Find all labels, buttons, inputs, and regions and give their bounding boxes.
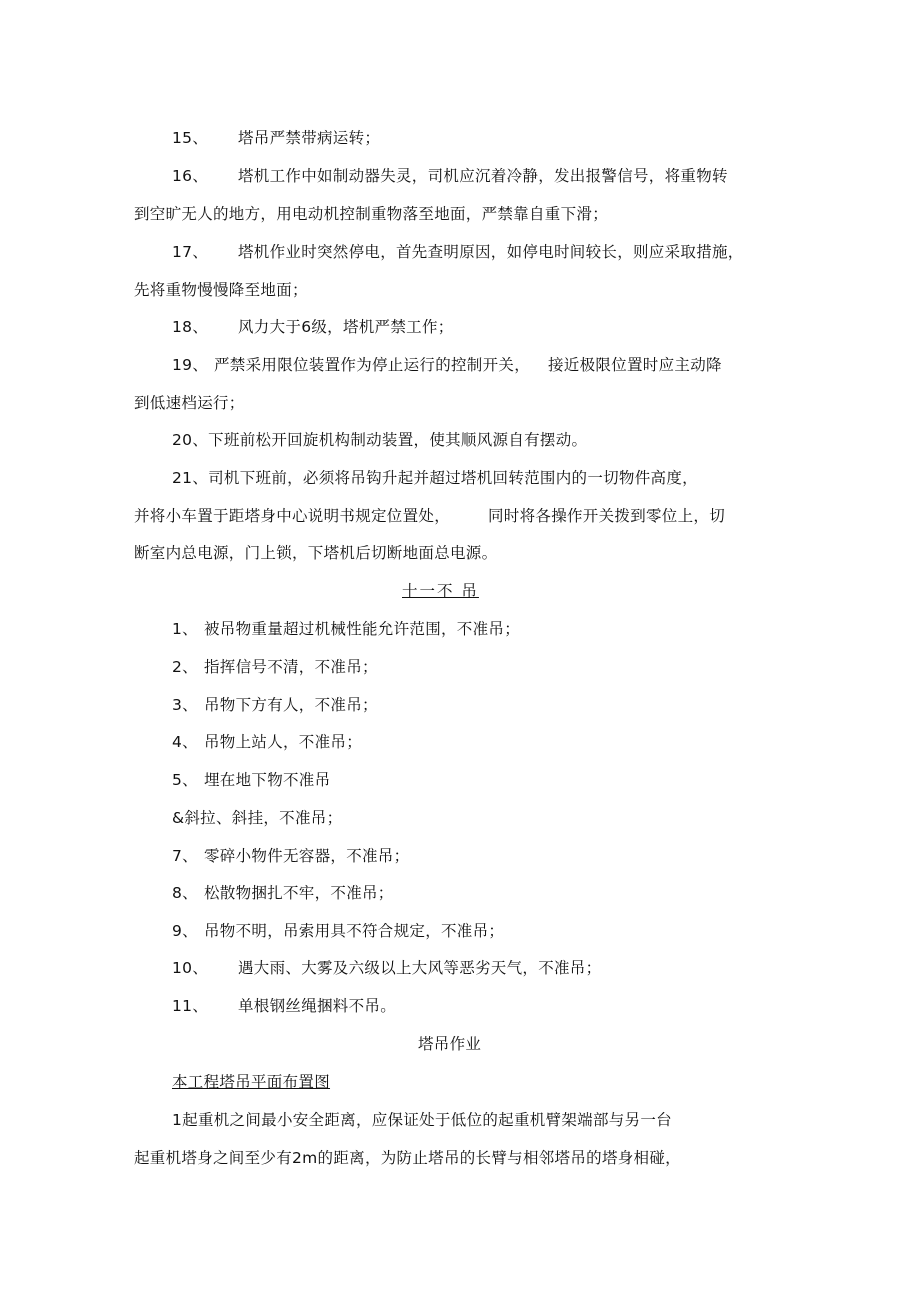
item-17-text: 塔机作业时突然停电，首先查明原因，如停电时间较长，则应采取措施， [238,243,744,261]
rule-2-number: 2、 [172,658,198,676]
rule-4-text: 吊物上站人，不准吊； [204,733,363,751]
item-21-continuation-b: 同时将各操作开关拨到零位上，切 [488,507,726,525]
rule-8-text: 松散物捆扎不牢，不准吊； [204,884,394,902]
item-15-number: 15、 [172,129,209,147]
rule-4-number: 4、 [172,733,198,751]
rule-2-text: 指挥信号不清，不准吊； [204,658,378,676]
rule-11-text: 单根钢丝绳捆料不吊。 [238,997,397,1015]
item-21-continuation-a: 并将小车置于距塔身中心说明书规定位置处， [134,507,451,525]
item-18-text: 风力大于6级，塔机严禁工作； [238,318,454,336]
item-16-text: 塔机工作中如制动器失灵，司机应沉着冷静，发出报警信号，将重物转 [238,167,728,185]
item-21-continuation-c: 断室内总电源，门上锁，下塔机后切断地面总电源。 [134,544,498,562]
rule-7-number: 7、 [172,847,198,865]
rule-11-number: 11、 [172,997,209,1015]
rule-10-text: 遇大雨、大雾及六级以上大风等恶劣天气，不准吊； [238,959,602,977]
item-16-number: 16、 [172,167,209,185]
rule-5-text: 埋在地下物不准吊 [204,771,331,789]
section-title-eleven-no-lift: 十一不 吊 [402,582,479,600]
item-21-text: 21、司机下班前，必须将吊钩升起并超过塔机回转范围内的一切物件高度， [172,469,698,487]
item-19-text: 严禁采用限位装置作为停止运行的控制开关， [214,356,531,374]
item-19-number: 19、 [172,356,209,374]
rule-5-number: 5、 [172,771,198,789]
layout-paragraph-line-1: 1起重机之间最小安全距离，应保证处于低位的起重机臂架端部与另一台 [172,1111,672,1129]
item-17-continuation: 先将重物慢慢降至地面； [134,281,308,299]
rule-8-number: 8、 [172,884,198,902]
item-16-continuation: 到空旷无人的地方，用电动机控制重物落至地面，严禁靠自重下滑； [134,205,609,223]
rule-1-number: 1、 [172,620,198,638]
item-15-text: 塔吊严禁带病运转； [238,129,381,147]
item-18-number: 18、 [172,318,209,336]
section-title-crane-operation: 塔吊作业 [418,1035,482,1053]
rule-1-text: 被吊物重量超过机械性能允许范围，不准吊； [204,620,521,638]
layout-paragraph-line-2: 起重机塔身之间至少有2m的距离，为防止塔吊的长臂与相邻塔吊的塔身相碰， [134,1149,681,1167]
rule-3-text: 吊物下方有人，不准吊； [204,696,378,714]
rule-10-number: 10、 [172,959,209,977]
rule-3-number: 3、 [172,696,198,714]
item-20-text: 20、下班前松开回旋机构制动装置，使其顺风源自有摆动。 [172,431,588,449]
rule-9-number: 9、 [172,922,198,940]
rule-9-text: 吊物不明，吊索用具不符合规定，不准吊； [204,922,505,940]
item-19-continuation: 到低速档运行； [134,394,245,412]
section-title-crane-layout: 本工程塔吊平面布置图 [172,1073,331,1091]
item-19-text-second: 接近极限位置时应主动降 [548,356,722,374]
rule-6-text: &斜拉、斜挂，不准吊； [172,809,343,827]
rule-7-text: 零碎小物件无容器，不准吊； [204,847,410,865]
item-17-number: 17、 [172,243,209,261]
